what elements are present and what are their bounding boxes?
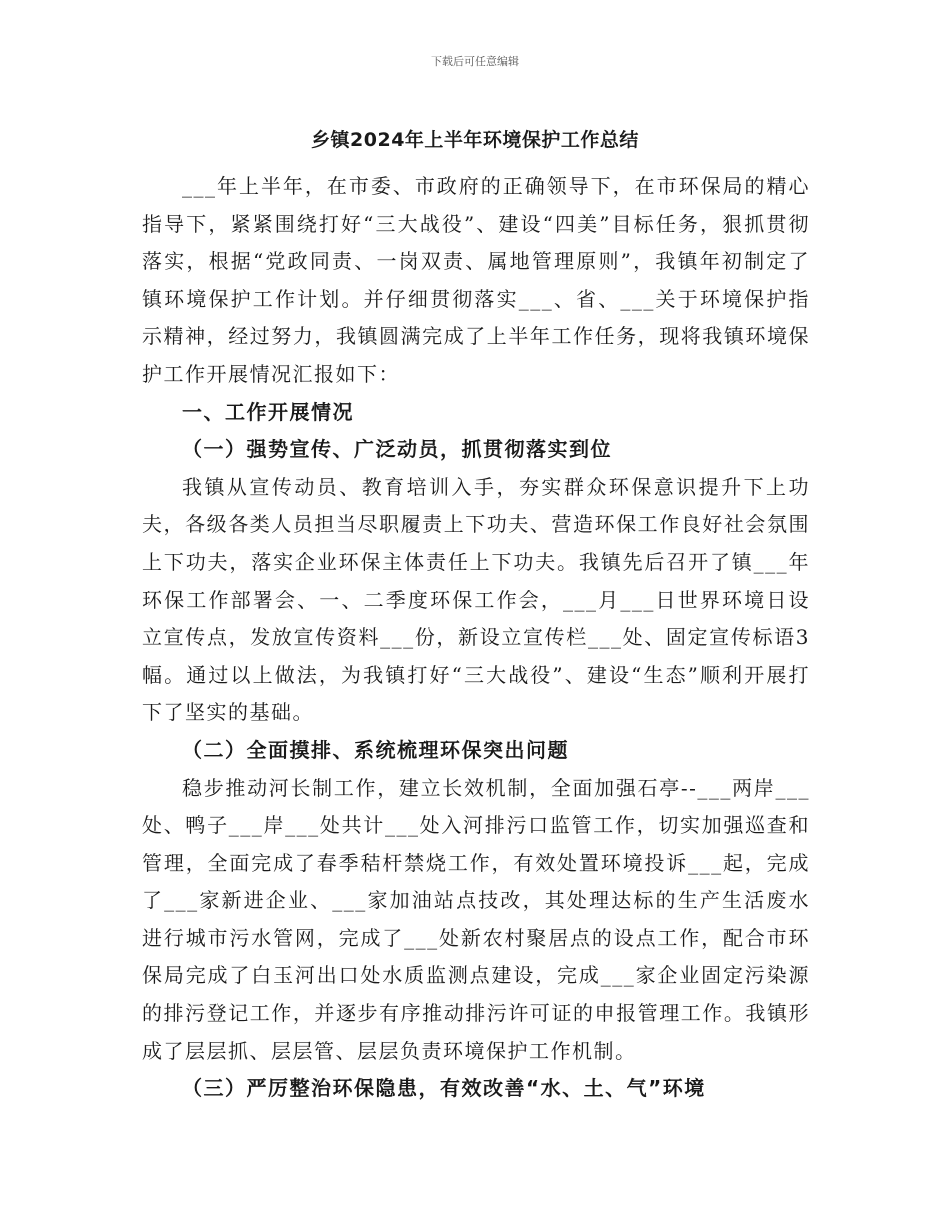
subsection-heading-1: （一）强势宣传、广泛动员，抓贯彻落实到位 — [182, 437, 612, 462]
intro-paragraph: ___年上半年，在市委、市政府的正确领导下，在市环保局的精心指导下，紧紧围绕打好“三大战役”、建设“四美”目标任务，狠抓贯彻落实，根据“党政同责、一岗双责、属地管理原则”，我镇年初制定了镇环境保护工作计划。并仔细贯彻落实___、省、___关于环境保护指示精神，经过努力，我镇圆满完成了上半年工作任务，现将我镇环境保护工作开展情况汇报如下： — [142, 174, 810, 386]
subsection-heading-3: （三）严厉整治环保隐患，有效改善“水、土、气”环境 — [182, 1076, 706, 1101]
document-body — [142, 168, 810, 1108]
section-heading-1: 一、工作开展情况 — [182, 399, 354, 424]
subsection-body-2: 稳步推动河长制工作，建立长效机制，全面加强石亭--___两岸___处、鸭子___岸___处共计___处入河排污口监管工作，切实加强巡查和管理，全面完成了春季秸杆禁烧工作，有效处置环境投诉___起，完成了___家新进企业、___家加油站点技改，其处理达标的生产生活废水进行城市污水管网，完成了___处新农村聚居点的设点工作，配合市环保局完成了白玉河出口处水质监测点建设，完成___家企业固定污染源的排污登记工作，并逐步有序推动排污许可证的申报管理工作。我镇形成了层层抓、层层管、层层负责环境保护工作机制。 — [142, 775, 810, 1063]
subsection-body-1: 我镇从宣传动员、教育培训入手，夯实群众环保意识提升下上功夫，各级各类人员担当尽职履责上下功夫、营造环保工作良好社会氛围上下功夫，落实企业环保主体责任上下功夫。我镇先后召开了镇___年环保工作部署会、一、二季度环保工作会，___月___日世界环境日设立宣传点，发放宣传资料___份，新设立宣传栏___处、固定宣传标语3幅。通过以上做法，为我镇打好“三大战役”、建设“生态”顺利开展打下了坚实的基础。 — [142, 474, 810, 725]
subsection-heading-2: （二）全面摸排、系统梳理环保突出问题 — [182, 737, 569, 762]
header-note: 下载后可任意编辑 — [431, 55, 519, 68]
document-title: 乡镇2024年上半年环境保护工作总结 — [311, 129, 639, 151]
